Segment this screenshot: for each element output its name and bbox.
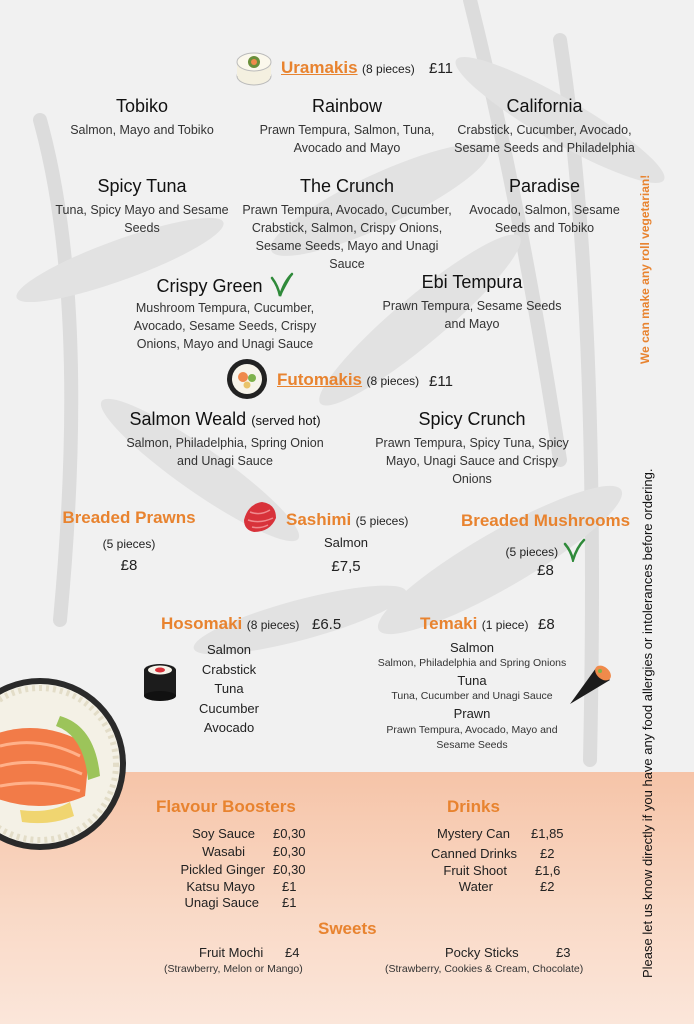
breaded-mushrooms-title: Breaded Mushrooms	[460, 511, 631, 530]
sweet-price: £4	[285, 945, 300, 960]
hosomaki-title: Hosomaki	[161, 614, 243, 633]
menu-item-spicy-tuna	[52, 176, 232, 237]
breaded-prawns-price: £8	[120, 557, 138, 574]
breaded-mushrooms-pieces: (5 pieces)	[505, 545, 559, 559]
drinks-title: Drinks	[447, 797, 500, 816]
temaki-heading	[420, 614, 528, 634]
list-item: Crabstick	[201, 661, 257, 677]
list-item-name: Salmon	[449, 640, 495, 655]
booster-price: £0,30	[273, 862, 306, 877]
item-desc: Prawn Tempura, Sesame Seeds and Mayo	[382, 299, 562, 331]
menu-item-paradise	[462, 176, 627, 237]
item-desc: Prawn Tempura, Avocado, Cucumber, Crabstick, Salmon, Crispy Onions, Sesame Seeds, Mayo and Unagi Sauce	[242, 203, 452, 271]
list-item: Salmon	[206, 642, 252, 657]
sweet-note: (Strawberry, Cookies & Cream, Chocolate)	[385, 963, 584, 975]
sweets-title: Sweets	[318, 919, 377, 938]
sashimi-title: Sashimi	[286, 510, 352, 529]
item-name: Tobiko	[115, 96, 169, 116]
menu-item-tobiko	[52, 96, 232, 139]
breaded-mushrooms-section	[458, 511, 633, 579]
menu-item-rainbow	[252, 96, 442, 157]
item-desc: Crabstick, Cucumber, Avocado, Sesame Seeds and Philadelphia	[454, 123, 635, 155]
list-item: Tuna	[214, 681, 244, 696]
item-name: Ebi Tempura	[421, 272, 523, 292]
hosomaki-pieces: (8 pieces)	[246, 618, 300, 632]
vegetarian-note: We can make any roll vegetarian!	[638, 174, 652, 364]
item-name: California	[506, 96, 583, 116]
menu-item-california	[452, 96, 637, 157]
item-name: Salmon Weald	[129, 409, 247, 429]
item-desc: Prawn Tempura, Salmon, Tuna, Avocado and Mayo	[259, 123, 435, 155]
sweet-price: £3	[556, 945, 571, 960]
sushi-roll-photo	[0, 676, 130, 850]
menu-item-ebi-tempura	[382, 272, 562, 333]
booster-price: £0,30	[273, 844, 306, 859]
menu-item-crispy-green	[130, 272, 320, 353]
item-name: Paradise	[508, 176, 581, 196]
list-item-desc: Tuna, Cucumber and Unagi Sauce	[391, 690, 553, 702]
uramakis-pieces: (8 pieces)	[362, 62, 415, 76]
hosomaki-price: £6.5	[312, 616, 342, 633]
futomakis-pieces: (8 pieces)	[366, 374, 420, 388]
breaded-prawns-pieces: (5 pieces)	[102, 537, 156, 551]
drink-name: Fruit Shoot	[443, 863, 507, 878]
temaki-cone-icon	[566, 662, 614, 708]
item-desc: Prawn Tempura, Spicy Tuna, Spicy Mayo, Unagi Sauce and Crispy Onions	[375, 436, 569, 486]
sashimi-item: Salmon	[323, 535, 369, 550]
drink-price: £1,6	[535, 863, 561, 878]
hosomaki-heading	[161, 614, 299, 634]
breaded-prawns-title: Breaded Prawns	[62, 508, 196, 527]
sashimi-icon	[240, 498, 280, 536]
hosomaki-icon	[141, 660, 179, 702]
drink-name: Water	[458, 879, 493, 894]
vegetarian-leaf-icon	[562, 538, 586, 562]
breaded-prawns-section	[55, 508, 203, 574]
booster-price: £1	[282, 895, 297, 910]
menu-item-the-crunch	[237, 176, 457, 273]
list-item: Cucumber	[199, 700, 259, 716]
booster-price: £1	[282, 879, 297, 894]
menu-item-spicy-crunch	[372, 409, 572, 488]
drink-price: £2	[540, 846, 555, 861]
breaded-mushrooms-price: £8	[537, 562, 554, 579]
sweet-name: Fruit Mochi	[199, 945, 264, 960]
item-desc: Salmon, Philadelphia, Spring Onion and Unagi Sauce	[126, 436, 324, 468]
sweet-name: Pocky Sticks	[445, 945, 519, 960]
item-name: Rainbow	[311, 96, 383, 116]
futomaki-roll-icon	[225, 357, 269, 401]
drink-price: £1,85	[531, 826, 564, 841]
item-desc: Avocado, Salmon, Sesame Seeds and Tobiko	[469, 203, 620, 235]
uramakis-title: Uramakis	[281, 58, 358, 77]
temaki-price: £8	[538, 616, 555, 633]
uramaki-roll-icon	[234, 50, 274, 88]
booster-price: £0,30	[273, 826, 306, 841]
uramakis-price: £11	[429, 60, 453, 77]
item-note: (served hot)	[251, 413, 321, 428]
list-item-name: Tuna	[457, 673, 487, 688]
list-item-desc: Prawn Tempura, Avocado, Mayo and Sesame Seeds	[386, 724, 558, 751]
sweet-note: (Strawberry, Melon or Mango)	[164, 963, 303, 975]
sashimi-price: £7,5	[331, 558, 361, 575]
booster-name: Pickled Ginger	[180, 862, 265, 877]
menu-item-salmon-weald	[115, 409, 335, 470]
booster-name: Katsu Mayo	[186, 879, 255, 894]
item-desc: Salmon, Mayo and Tobiko	[70, 123, 214, 137]
temaki-pieces: (1 piece)	[481, 618, 529, 632]
temaki-title: Temaki	[420, 614, 478, 633]
drink-price: £2	[540, 879, 555, 894]
futomakis-heading	[277, 370, 419, 390]
list-item-name: Prawn	[453, 706, 491, 721]
futomakis-price: £11	[429, 373, 453, 390]
drink-name: Canned Drinks	[431, 846, 517, 861]
vegetarian-leaf-icon	[268, 272, 294, 298]
item-desc: Mushroom Tempura, Cucumber, Avocado, Sesame Seeds, Crispy Onions, Mayo and Unagi Sauce	[133, 301, 317, 351]
futomakis-title: Futomakis	[277, 370, 363, 389]
sashimi-heading	[286, 510, 408, 530]
allergy-note: Please let us know directly if you have any food allergies or intolerances before ordering.	[640, 468, 655, 978]
item-name: Spicy Tuna	[97, 176, 187, 196]
item-name: Spicy Crunch	[418, 409, 526, 429]
item-desc: Tuna, Spicy Mayo and Sesame Seeds	[55, 203, 229, 235]
booster-name: Unagi Sauce	[184, 895, 259, 910]
flavour-boosters-title: Flavour Boosters	[156, 797, 296, 816]
hosomaki-list	[190, 640, 268, 738]
list-item: Avocado	[203, 720, 255, 735]
booster-name: Soy Sauce	[192, 826, 255, 841]
list-item-desc: Salmon, Philadelphia and Spring Onions	[377, 657, 567, 669]
uramakis-heading	[281, 58, 415, 78]
temaki-list	[372, 640, 572, 753]
item-name: Crispy Green	[156, 276, 263, 296]
drink-name: Mystery Can	[437, 826, 510, 841]
sashimi-pieces: (5 pieces)	[355, 514, 409, 528]
booster-name: Wasabi	[202, 844, 245, 859]
item-name: The Crunch	[299, 176, 395, 196]
